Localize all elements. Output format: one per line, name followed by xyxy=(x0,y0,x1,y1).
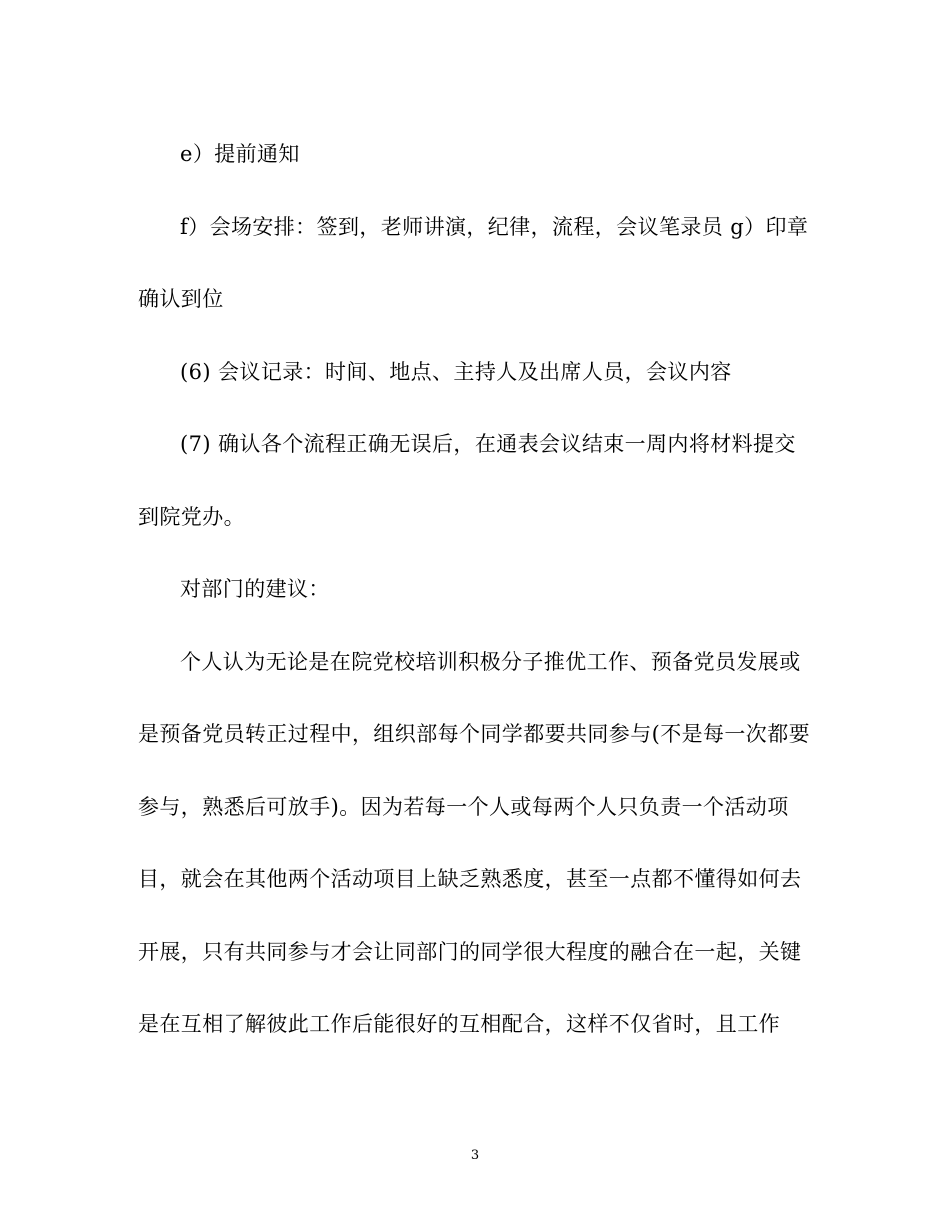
page-number: 3 xyxy=(470,1148,480,1163)
paragraph-e-notice: e）提前通知 xyxy=(180,142,300,166)
paragraph-f-venue: f）会场安排：签到，老师讲演，纪律，流程，会议笔录员 g）印章确认到位 xyxy=(138,214,809,311)
paragraph-7-submit: (7) 确认各个流程正确无误后，在通表会议结束一周内将材料提交到院党办。 xyxy=(138,432,796,529)
paragraph-suggestion-body: 个人认为无论是在院党校培训积极分子推优工作、预备党员发展或是预备党员转正过程中，组织部每个同学都要共同参与(不是每一次都要参与，熟悉后可放手)。因为若每一个人或每两个人只负责一个活动项目，就会在其他两个活动项目上缺乏熟悉度，甚至一点都不懂得如何去开展，只有共同参与才会让同部门的同学很大程度的融合在一起，关键是在互相了解彼此工作后能很好的互相配合，这样不仅省时，且工作 xyxy=(138,649,810,1036)
document-body xyxy=(138,118,814,1061)
paragraph-suggestion-heading: 对部门的建议： xyxy=(180,577,330,601)
paragraph-6-minutes: (6) 会议记录：时间、地点、主持人及出席人员，会议内容 xyxy=(180,359,732,384)
